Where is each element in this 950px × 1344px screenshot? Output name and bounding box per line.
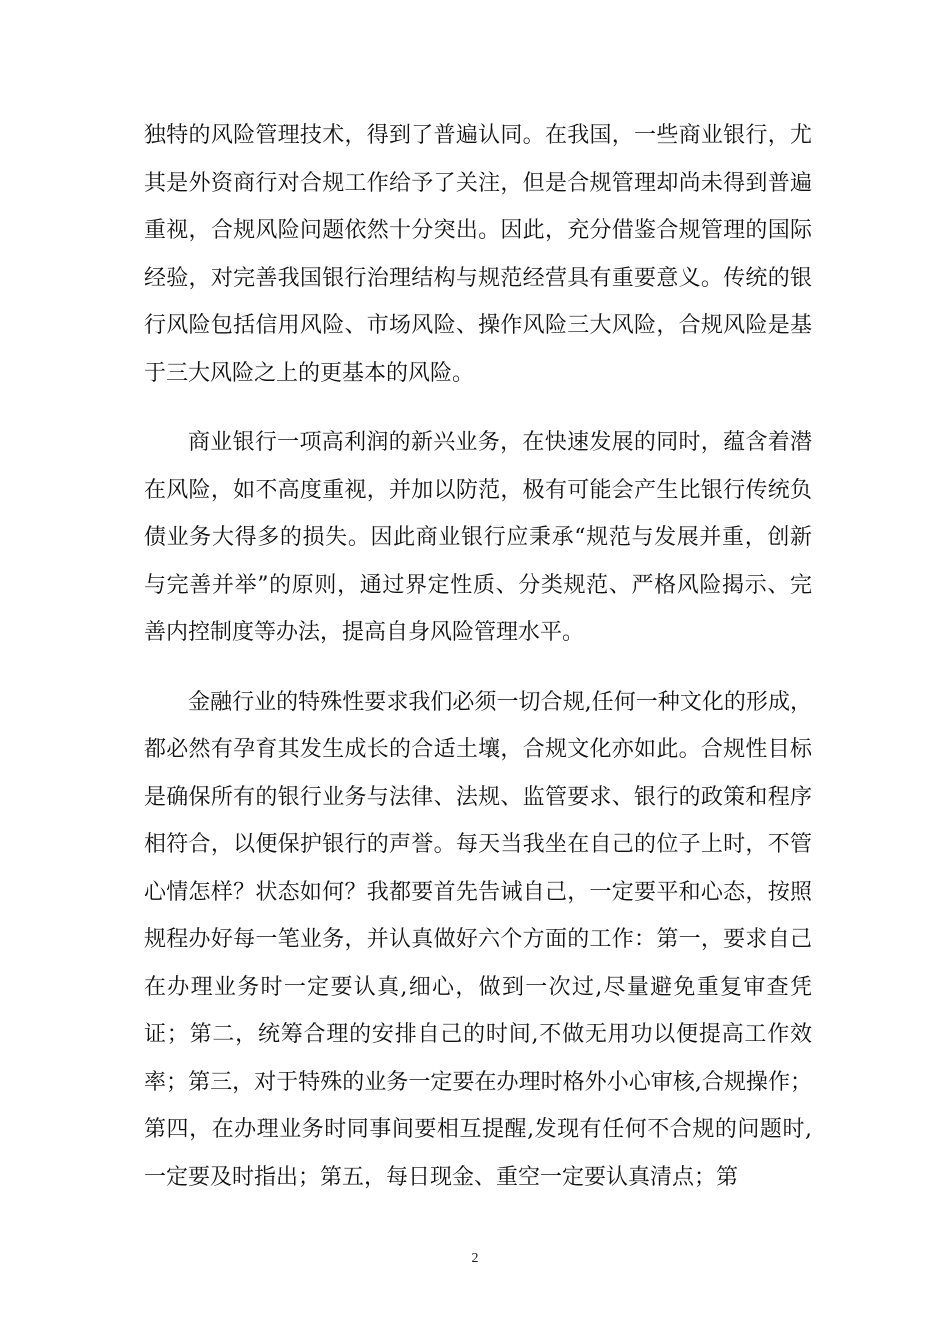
- paragraph-3: 金融行业的特殊性要求我们必须一切合规,任何一种文化的形成，都必然有孕育其发生成长的合适土壤，合规文化亦如此。合规性目标是确保所有的银行业务与法律、法规、监管要求、银行的政策和程序相符合，以便保护银行的声誉。每天当我坐在自己的位子上时，不管心情怎样？状态如何？我都要首先告诫自己，一定要平和心态，按照规程办好每一笔业务，并认真做好六个方面的工作：第一，要求自己在办理业务时一定要认真,细心，做到一次过,尽量避免重复审查凭证；第二，统筹合理的安排自己的时间,不做无用功以便提高工作效率；第三，对于特殊的业务一定要在办理时格外小心审核,合规操作；第四，在办理业务时同事间要相互提醒,发现有任何不合规的问题时,一定要及时指出；第五，每日现金、重空一定要认真清点；第: [144, 689, 812, 1190]
- page-number: 2: [471, 1251, 479, 1266]
- paragraph-2: 商业银行一项高利润的新兴业务，在快速发展的同时，蕴含着潜在风险，如不高度重视，并加以防范，极有可能会产生比银行传统负债业务大得多的损失。因此商业银行应秉承“规范与发展并重，创新与完善并举”的原则，通过界定性质、分类规范、严格风险揭示、完善内控制度等办法，提高自身风险管理水平。: [144, 430, 812, 645]
- paragraph-1: 独特的风险管理技术，得到了普遍认同。在我国，一些商业银行，尤其是外资商行对合规工作给予了关注，但是合规管理却尚未得到普遍重视，合规风险问题依然十分突出。因此，充分借鉴合规管理的国际经验，对完善我国银行治理结构与规范经营具有重要意义。传统的银行风险包括信用风险、市场风险、操作风险三大风险，合规风险是基于三大风险之上的更基本的风险。: [144, 123, 812, 386]
- body-text: [144, 112, 812, 1201]
